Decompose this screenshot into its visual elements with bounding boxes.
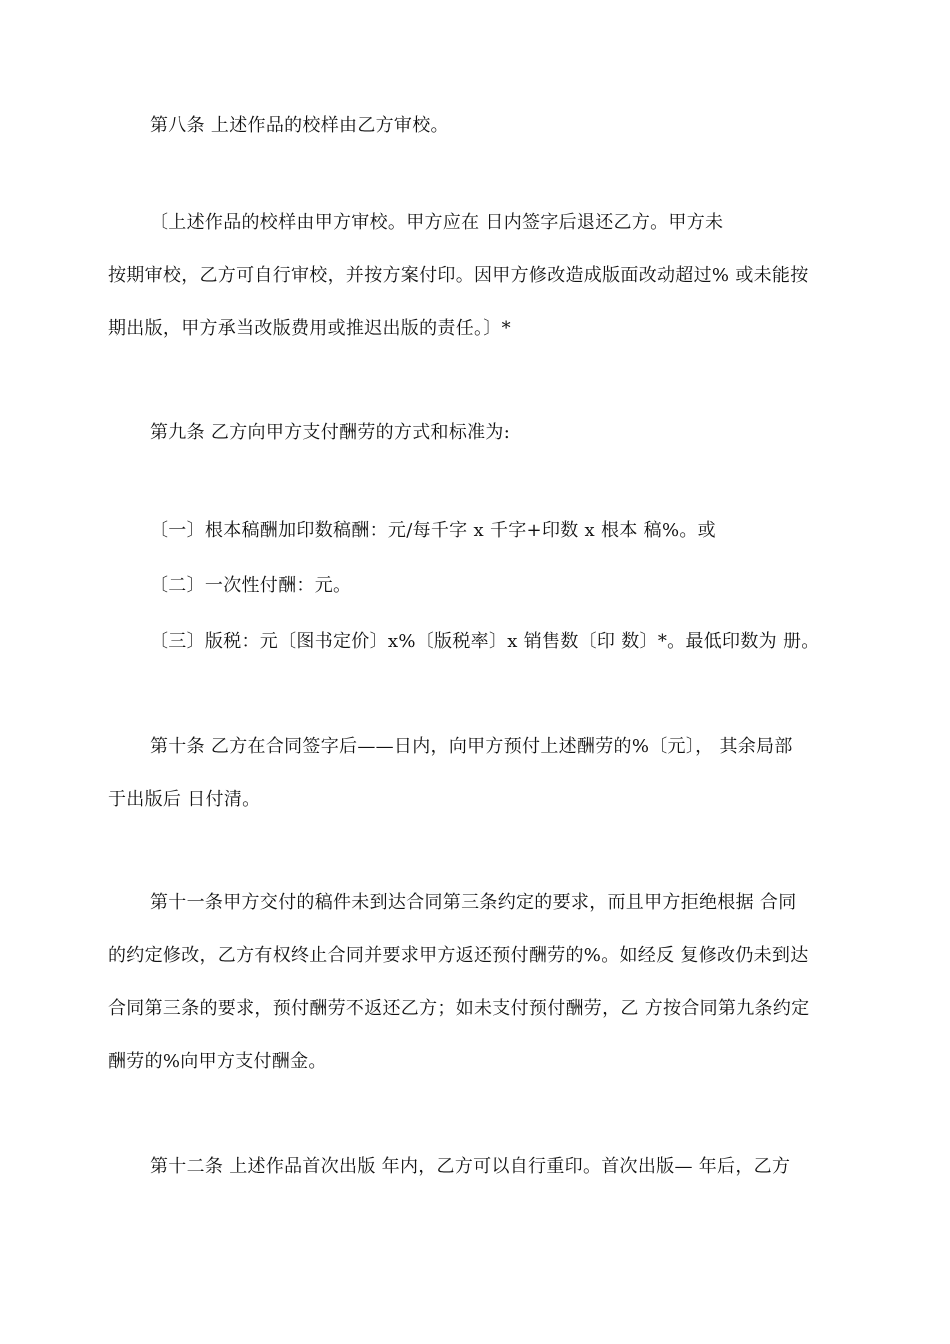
article-9-item: 〔三〕版税：元〔图书定价〕x%〔版税率〕x 销售数〔印 数〕*。最低印数为 册。 xyxy=(150,631,820,652)
article-8-alt-line: 按期审校，乙方可自行审校，并按方案付印。因甲方修改造成版面改动超过% 或未能按 xyxy=(108,265,809,286)
article-8-alt-line: 期出版，甲方承当改版费用或推迟出版的责任。〕* xyxy=(108,318,511,339)
article-9-heading: 第九条 乙方向甲方支付酬劳的方式和标准为: xyxy=(150,422,511,443)
article-11-line: 酬劳的%向甲方支付酬金。 xyxy=(108,1051,327,1072)
article-8-alt-line: 〔上述作品的校样由甲方审校。甲方应在 日内签字后退还乙方。甲方未 xyxy=(150,212,724,233)
article-12-line: 第十二条 上述作品首次出版 年内，乙方可以自行重印。首次出版— 年后，乙方 xyxy=(150,1156,791,1177)
article-10-line: 于出版后 日付清。 xyxy=(108,789,261,810)
article-11-line: 的约定修改，乙方有权终止合同并要求甲方返还预付酬劳的%。如经反 复修改仍未到达 xyxy=(108,945,809,966)
article-11-line: 第十一条甲方交付的稿件未到达合同第三条约定的要求，而且甲方拒绝根据 合同 xyxy=(150,892,797,913)
article-8-heading: 第八条 上述作品的校样由乙方审校。 xyxy=(150,115,449,136)
article-9-item: 〔二〕一次性付酬：元。 xyxy=(150,575,352,596)
article-10-line: 第十条 乙方在合同签字后——日内，向甲方预付上述酬劳的%〔元〕， 其余局部 xyxy=(150,736,793,757)
article-11-line: 合同第三条的要求，预付酬劳不返还乙方；如未支付预付酬劳，乙 方按合同第九条约定 xyxy=(108,998,810,1019)
article-9-item: 〔一〕根本稿酬加印数稿酬：元/每千字 x 千字+印数 x 根本 稿%。或 xyxy=(150,520,716,541)
